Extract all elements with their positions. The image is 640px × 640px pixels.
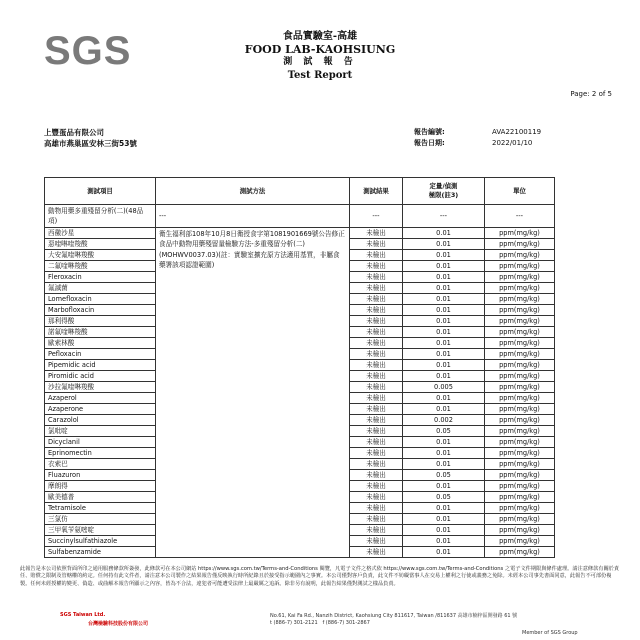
cell-unit: ppm(mg/kg)	[485, 272, 555, 283]
cell-item: 摩朗得	[45, 481, 156, 492]
cell-result: 未檢出	[350, 371, 403, 382]
cell-loq: 0.002	[403, 415, 485, 426]
cell-result: 未檢出	[350, 514, 403, 525]
cell-result: 未檢出	[350, 349, 403, 360]
cell-result: 未檢出	[350, 525, 403, 536]
cell-loq: 0.005	[403, 382, 485, 393]
cell-loq: 0.01	[403, 536, 485, 547]
cell-item: Azaperol	[45, 393, 156, 404]
cell-item: 氯吡啶	[45, 426, 156, 437]
report-date: 2022/01/10	[492, 139, 533, 147]
cell-loq: 0.01	[403, 404, 485, 415]
footer-fax: f (886-7) 301-2867	[322, 620, 370, 626]
header-unit: 單位	[485, 178, 555, 205]
page-number: Page: 2 of 5	[570, 90, 612, 98]
cell-result: 未檢出	[350, 470, 403, 481]
header-test-method: 測試方法	[156, 178, 350, 205]
cell-unit: ppm(mg/kg)	[485, 371, 555, 382]
cell-unit: ppm(mg/kg)	[485, 228, 555, 239]
cell-unit: ppm(mg/kg)	[485, 426, 555, 437]
cell-item: Marbofloxacin	[45, 305, 156, 316]
cell-result: 未檢出	[350, 459, 403, 470]
report-no: AVA22100119	[492, 128, 542, 136]
lab-title-zh: 食品實驗室-高雄	[282, 31, 358, 42]
cell-loq: 0.01	[403, 393, 485, 404]
cell-unit: ppm(mg/kg)	[485, 283, 555, 294]
report-header	[0, 30, 640, 82]
cell-unit: ppm(mg/kg)	[485, 327, 555, 338]
cell-item: 歐美德普	[45, 492, 156, 503]
footer-disclaimer: 此報告是本公司依照背面所印之通用服務條款所簽發，此條款可在本公司網站 https://www.sgs.com.tw/Terms-and-Conditions 閱覽，凡電子文件之格式依 https://www.sgs.com.tw/Terms-and-Conditions 之電子文件期限與條件處理。請注意條款有關於責任、賠償之限制及管轄權的約定。任何持有此文件者，請注意本公司製作之結果報告僅反映執行時所紀錄且於接受指示範圍內之事實。本公司僅對客戶負責，此文件不妨礙當事人在交易上權利之行使或義務之免除。未經本公司事先書面同意，此報告不可部份複製。任何未經授權的變更、偽造、或曲解本報告所顯示之內容，皆為不合法，違犯者可能遭受法律上最嚴厲之追訴。除非另有說明，此報告結果僅對測試之樣品負責。	[20, 566, 620, 587]
cell-unit: ppm(mg/kg)	[485, 382, 555, 393]
cell-result: 未檢出	[350, 272, 403, 283]
cell-unit: ppm(mg/kg)	[485, 481, 555, 492]
cell-loq: 0.01	[403, 525, 485, 536]
cell-unit: ppm(mg/kg)	[485, 547, 555, 558]
cell-loq: 0.01	[403, 239, 485, 250]
cell-item: Sulfabenzamide	[45, 547, 156, 558]
cell-result: 未檢出	[350, 536, 403, 547]
cell-unit: ppm(mg/kg)	[485, 536, 555, 547]
client-name: 上豐蛋品有限公司	[44, 128, 104, 137]
cell-result: 未檢出	[350, 239, 403, 250]
sgs-logo: SGS	[44, 29, 132, 73]
footer-member: Member of SGS Group	[522, 630, 578, 636]
footer-contact	[270, 620, 370, 626]
cell-unit: ppm(mg/kg)	[485, 239, 555, 250]
cell-result: 未檢出	[350, 250, 403, 261]
cell-result: 未檢出	[350, 305, 403, 316]
cell-result: 未檢出	[350, 426, 403, 437]
cell-unit: ppm(mg/kg)	[485, 514, 555, 525]
cell-result: 未檢出	[350, 228, 403, 239]
cell-item: Tetramisole	[45, 503, 156, 514]
cell-method: ---	[156, 205, 350, 228]
cell-result: 未檢出	[350, 283, 403, 294]
cell-loq: 0.01	[403, 547, 485, 558]
cell-result: 未檢出	[350, 360, 403, 371]
cell-loq: 0.01	[403, 371, 485, 382]
cell-item: 沙拉氟喹啉羧酸	[45, 382, 156, 393]
table-row	[45, 205, 555, 228]
header-loq: 定量/偵測 極限(註3)	[403, 178, 485, 205]
cell-unit: ppm(mg/kg)	[485, 448, 555, 459]
cell-loq: 0.01	[403, 338, 485, 349]
cell-unit: ppm(mg/kg)	[485, 503, 555, 514]
cell-unit: ppm(mg/kg)	[485, 250, 555, 261]
cell-item: 衣索巴	[45, 459, 156, 470]
cell-item: Carazolol	[45, 415, 156, 426]
cell-result: 未檢出	[350, 492, 403, 503]
results-table	[44, 177, 555, 558]
cell-result: 未檢出	[350, 327, 403, 338]
client-address: 高雄市燕巢區安林三街53號	[44, 139, 137, 148]
cell-item: 惡喹啉喹羧酸	[45, 239, 156, 250]
cell-item: Fluazuron	[45, 470, 156, 481]
table-row	[45, 228, 555, 239]
cell-loq: 0.01	[403, 360, 485, 371]
cell-loq: 0.01	[403, 250, 485, 261]
cell-result: 未檢出	[350, 448, 403, 459]
cell-result: 未檢出	[350, 393, 403, 404]
cell-item: Azaperone	[45, 404, 156, 415]
cell-item: Pipemidic acid	[45, 360, 156, 371]
cell-loq: 0.01	[403, 503, 485, 514]
cell-result: 未檢出	[350, 294, 403, 305]
cell-result: 未檢出	[350, 481, 403, 492]
cell-item: 大安氟喹啉羧酸	[45, 250, 156, 261]
cell-item: Lomefloxacin	[45, 294, 156, 305]
cell-item: Succinylsulfathiazole	[45, 536, 156, 547]
cell-result: 未檢出	[350, 261, 403, 272]
header-result: 測試結果	[350, 178, 403, 205]
cell-unit: ppm(mg/kg)	[485, 415, 555, 426]
report-no-label: 報告編號:	[414, 128, 445, 136]
cell-unit: ppm(mg/kg)	[485, 261, 555, 272]
cell-unit: ppm(mg/kg)	[485, 404, 555, 415]
cell-loq: 0.01	[403, 514, 485, 525]
cell-unit: ppm(mg/kg)	[485, 316, 555, 327]
cell-loq: 0.01	[403, 349, 485, 360]
cell-result: 未檢出	[350, 404, 403, 415]
cell-result: ---	[350, 205, 403, 228]
cell-loq: 0.01	[403, 437, 485, 448]
cell-loq: 0.05	[403, 492, 485, 503]
cell-loq: 0.01	[403, 272, 485, 283]
cell-loq: 0.01	[403, 481, 485, 492]
cell-unit: ppm(mg/kg)	[485, 437, 555, 448]
cell-loq: 0.05	[403, 426, 485, 437]
cell-loq: 0.01	[403, 294, 485, 305]
cell-loq: 0.01	[403, 327, 485, 338]
cell-unit: ppm(mg/kg)	[485, 525, 555, 536]
cell-unit: ppm(mg/kg)	[485, 294, 555, 305]
lab-title-en: FOOD LAB-KAOHSIUNG	[244, 43, 396, 56]
cell-result: 未檢出	[350, 316, 403, 327]
cell-loq: 0.01	[403, 228, 485, 239]
cell-result: 未檢出	[350, 437, 403, 448]
cell-loq: 0.01	[403, 305, 485, 316]
cell-item: 歐索林酸	[45, 338, 156, 349]
cell-unit: ppm(mg/kg)	[485, 338, 555, 349]
footer-company-en: SGS Taiwan Ltd.	[60, 612, 106, 618]
footer-company-zh: 台灣檢驗科技股份有限公司	[88, 621, 149, 627]
cell-unit: ppm(mg/kg)	[485, 393, 555, 404]
cell-unit: ppm(mg/kg)	[485, 360, 555, 371]
report-date-label: 報告日期:	[414, 139, 445, 147]
table-header-row	[45, 178, 555, 205]
cell-loq: 0.01	[403, 448, 485, 459]
cell-loq: 0.01	[403, 283, 485, 294]
cell-item: 西黴沙星	[45, 228, 156, 239]
client-info	[44, 127, 137, 149]
cell-unit: ppm(mg/kg)	[485, 349, 555, 360]
report-title-zh: 測 試 報 告	[283, 57, 357, 67]
report-title-en: Test Report	[287, 70, 353, 81]
cell-loq: 0.05	[403, 470, 485, 481]
cell-result: 未檢出	[350, 415, 403, 426]
cell-result: 未檢出	[350, 338, 403, 349]
cell-method: 衛生福利部108年10月8日衛授食字第1081901669號公告修正食品中動物用藥殘留量檢驗方法-多重殘留分析(二)(MOHWV0037.03)(註：實驗室擴充原方法適用基質，非屬食藥署該項認證範圍)	[156, 228, 350, 558]
cell-result: 未檢出	[350, 503, 403, 514]
cell-result: 未檢出	[350, 547, 403, 558]
cell-unit: ---	[485, 205, 555, 228]
cell-item: Eprinomectin	[45, 448, 156, 459]
footer-address: No.61, Kai Fa Rd., Nanzih District, Kaohsiung City 811617, Taiwan /811637 高雄市楠梓區開發路 61 號	[270, 613, 518, 619]
cell-unit: ppm(mg/kg)	[485, 459, 555, 470]
header-test-item: 測試項目	[45, 178, 156, 205]
cell-loq: 0.01	[403, 261, 485, 272]
cell-item: 動物用藥多重殘留分析(二)(48品項)	[45, 205, 156, 228]
cell-item: 那利得酸	[45, 316, 156, 327]
table-body	[45, 205, 555, 558]
cell-loq: ---	[403, 205, 485, 228]
cell-loq: 0.01	[403, 316, 485, 327]
cell-unit: ppm(mg/kg)	[485, 305, 555, 316]
cell-item: Dicyclanil	[45, 437, 156, 448]
cell-item: 二氟喹啉羧酸	[45, 261, 156, 272]
cell-unit: ppm(mg/kg)	[485, 470, 555, 481]
cell-result: 未檢出	[350, 382, 403, 393]
footer-phone: t (886-7) 301-2121	[270, 620, 318, 626]
cell-item: 氟滅菌	[45, 283, 156, 294]
report-meta	[414, 127, 541, 149]
cell-unit: ppm(mg/kg)	[485, 492, 555, 503]
cell-item: Fleroxacin	[45, 272, 156, 283]
cell-item: Piromidic acid	[45, 371, 156, 382]
cell-item: 諾氟喹啉羧酸	[45, 327, 156, 338]
cell-loq: 0.01	[403, 459, 485, 470]
cell-item: Pefloxacin	[45, 349, 156, 360]
cell-item: 三甲氧苄氨嘧啶	[45, 525, 156, 536]
cell-item: 三氯仿	[45, 514, 156, 525]
